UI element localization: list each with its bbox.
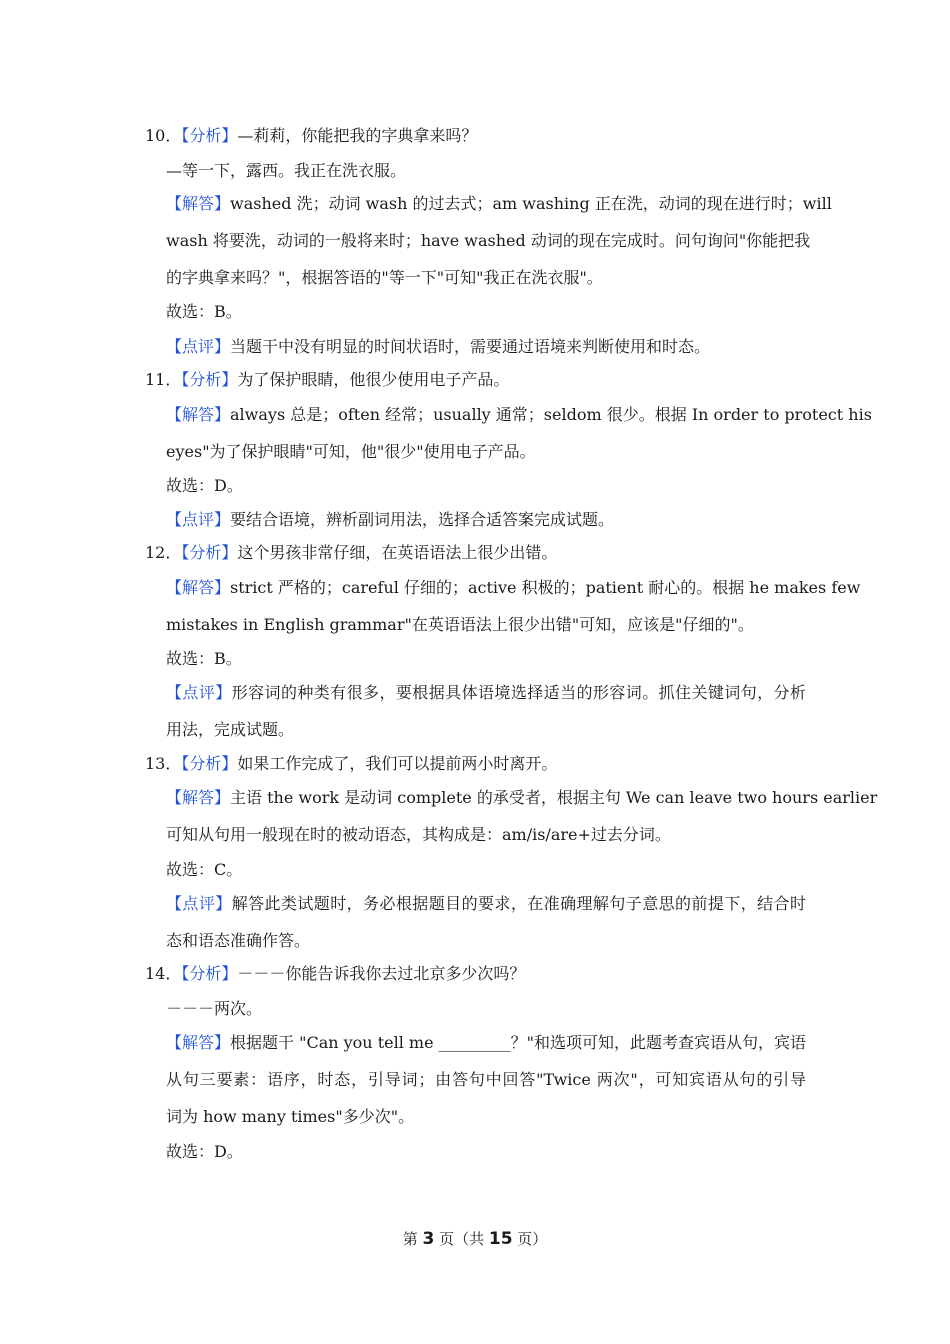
q10-number: 10． [145, 126, 182, 145]
q13-comment-text1: 解答此类试题时，务必根据题目的要求，在准确理解句子意思的前提下，结合时 [231, 894, 806, 913]
q12-answer-line2: mistakes in English grammar"在英语语法上很少出错"可知，应该是"仔细的"。 [166, 615, 754, 634]
q12-number: 12． [145, 543, 182, 562]
q10-comment-line [166, 337, 710, 357]
q12-answer-text1: strict 严格的；careful 仔细的；active 积极的；patient 耐心的。根据 he makes few [230, 578, 861, 597]
answer-tag: 【解答】 [166, 578, 231, 597]
q14-choice: 故选：D。 [166, 1142, 243, 1161]
comment-tag: 【点评】 [166, 894, 232, 913]
comment-tag: 【点评】 [166, 510, 231, 529]
analysis-tag: 【分析】 [181, 543, 238, 562]
q14-analysis-line [145, 964, 525, 984]
q13-number: 13． [145, 754, 182, 773]
q10-answer-line3: 的字典拿来吗？"，根据答语的"等一下"可知"我正在洗衣服"。 [166, 268, 603, 287]
total-pages: 15 [488, 1229, 513, 1249]
analysis-tag: 【分析】 [181, 754, 238, 773]
q11-choice: 故选：D。 [166, 476, 243, 495]
q10-analysis-line2: —等一下，露西。我正在洗衣服。 [166, 161, 407, 180]
q14-number: 14． [145, 964, 182, 983]
q12-analysis-text: 这个男孩非常仔细，在英语语法上很少出错。 [237, 543, 558, 562]
analysis-tag: 【分析】 [181, 126, 238, 145]
q12-comment-line2: 用法，完成试题。 [166, 720, 295, 739]
q11-number: 11． [145, 370, 182, 389]
footer-middle: 页（共 [434, 1230, 489, 1248]
answer-tag: 【解答】 [166, 1033, 231, 1052]
q12-analysis-line [145, 543, 557, 563]
q14-answer-line2: 从句三要素：语序，时态，引导词；由答句中回答"Twice 两次"，可知宾语从句的引导 [166, 1070, 806, 1089]
q12-comment-line1 [166, 683, 806, 703]
q11-answer-line2: eyes"为了保护眼睛"可知，他"很少"使用电子产品。 [166, 442, 536, 461]
q12-choice: 故选：B。 [166, 649, 242, 668]
answer-tag: 【解答】 [166, 788, 231, 807]
analysis-tag: 【分析】 [181, 964, 238, 983]
q11-analysis-line [145, 370, 509, 390]
q10-analysis-text: —莉莉，你能把我的字典拿来吗？ [237, 126, 478, 145]
analysis-tag: 【分析】 [181, 370, 238, 389]
q13-comment-line1 [166, 894, 806, 914]
q10-answer-line2: wash 将要洗，动词的一般将来时；have washed 动词的现在完成时。问句询问"你能把我 [166, 231, 811, 250]
comment-tag: 【点评】 [166, 337, 231, 356]
q12-comment-text1: 形容词的种类有很多，要根据具体语境选择适当的形容词。抓住关键词句，分析 [231, 683, 806, 702]
q12-answer-line1 [166, 578, 861, 598]
q14-analysis-text: －－－你能告诉我你去过北京多少次吗？ [237, 964, 526, 983]
comment-tag: 【点评】 [166, 683, 232, 702]
q13-answer-line2: 可知从句用一般现在时的被动语态，其构成是：am/is/are+过去分词。 [166, 825, 671, 844]
q14-analysis-line2: －－－两次。 [166, 999, 263, 1018]
q10-analysis-line [145, 126, 477, 146]
q13-answer-line1 [166, 788, 878, 808]
q11-answer-text1: always 总是；often 经常；usually 通常；seldom 很少。根据 In order to protect his [230, 405, 872, 424]
q14-answer-text1: 根据题干 "Can you tell me _________？"和选项可知，此题考查宾语从句，宾语 [230, 1033, 807, 1052]
footer-prefix: 第 [402, 1230, 423, 1248]
q11-answer-line1 [166, 405, 872, 425]
q10-comment-text: 当题干中没有明显的时间状语时，需要通过语境来判断使用和时态。 [230, 337, 711, 356]
q13-answer-text1: 主语 the work 是动词 complete 的承受者，根据主句 We can leave two hours earlier [230, 788, 878, 807]
q10-choice: 故选：B。 [166, 302, 242, 321]
q14-answer-line1 [166, 1033, 806, 1053]
page-number: 3 [422, 1229, 435, 1249]
q10-answer-text1: washed 洗；动词 wash 的过去式；am washing 正在洗，动词的现在进行时；will [230, 194, 832, 213]
q14-answer-line3: 词为 how many times"多少次"。 [166, 1107, 415, 1126]
q11-analysis-text: 为了保护眼睛，他很少使用电子产品。 [237, 370, 510, 389]
answer-tag: 【解答】 [166, 405, 231, 424]
footer-suffix: 页） [512, 1230, 548, 1248]
page-footer [0, 1229, 950, 1249]
q13-comment-line2: 态和语态准确作答。 [166, 931, 311, 950]
q13-analysis-text: 如果工作完成了，我们可以提前两小时离开。 [237, 754, 558, 773]
answer-tag: 【解答】 [166, 194, 231, 213]
q11-comment-line [166, 510, 614, 530]
q11-comment-text: 要结合语境，辨析副词用法，选择合适答案完成试题。 [230, 510, 615, 529]
q10-answer-line1 [166, 194, 832, 214]
q13-choice: 故选：C。 [166, 860, 243, 879]
q13-analysis-line [145, 754, 557, 774]
